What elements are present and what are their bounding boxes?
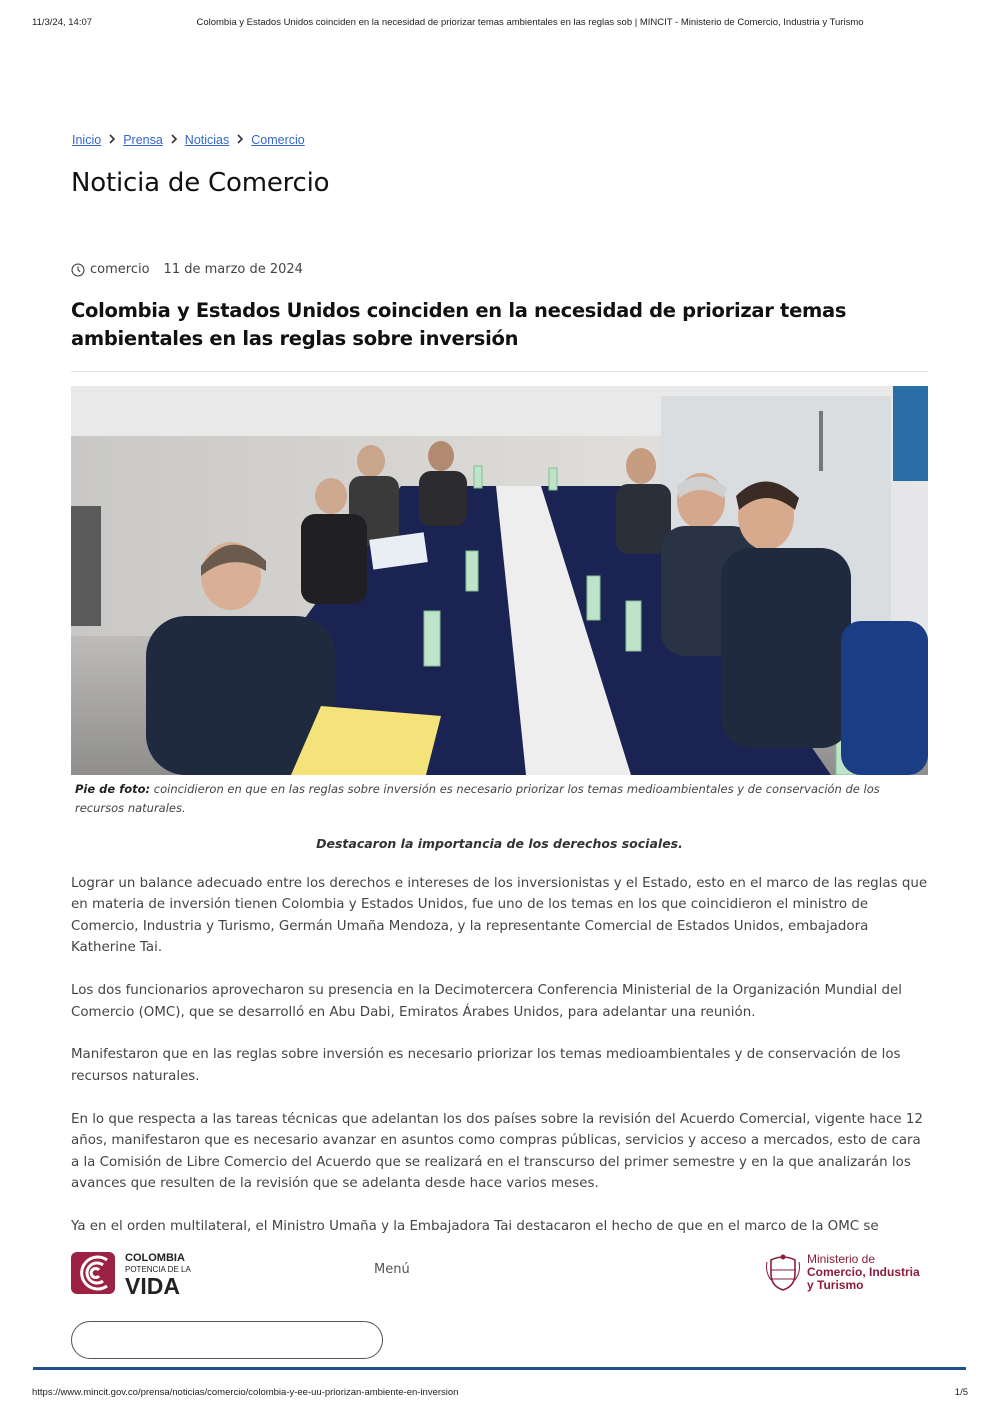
article-photo	[71, 386, 928, 775]
paragraph: Lograr un balance adecuado entre los derechos e intereses de los inversionistas y el Estado, esto en el marco de las reglas que en materia de inversión tienen Colombia y Estados Unidos, fue uno de los temas en los que coincidieron el ministro de Comercio, Industria y Turismo, Germán Umaña Mendoza, y la representante Comercial de Estados Unidos, embajadora Katherine Tai.	[71, 876, 928, 956]
breadcrumb	[72, 133, 305, 147]
article-date: 11 de marzo de 2024	[163, 262, 303, 277]
print-header	[32, 17, 968, 31]
paragraph: Los dos funcionarios aprovecharon su presencia en la Decimotercera Conferencia Ministerial de la Organización Mundial del Comercio (OMC), que se desarrolló en Abu Dabi, Emiratos Árabes Unidos, para adelantar una reunión.	[71, 983, 902, 1020]
article-meta	[71, 262, 303, 277]
logo-line2: POTENCIA DE LA	[125, 1265, 191, 1274]
footer-rule	[33, 1367, 966, 1370]
paragraph: Manifestaron que en las reglas sobre inversión es necesario priorizar los temas medioambientales y de conservación de los recursos naturales.	[71, 1047, 901, 1084]
search-input[interactable]	[71, 1321, 383, 1359]
print-footer	[32, 1387, 968, 1398]
ministerio-logo[interactable]	[765, 1250, 930, 1294]
paragraph: En lo que respecta a las tareas técnicas que adelantan los dos países sobre la revisión del Acuerdo Comercial, vigente hace 12 años, manifestaron que es necesario avanzar en asuntos como compras públicas, servicios y acceso a mercados, esto de cara a la Comisión de Libre Comercio del Acuerdo que se realizará en el transcurso del primer semestre y en la que analizarán los avances que resulten de la revisión que se adelanta desde hace varios meses.	[71, 1111, 923, 1191]
caption-label: Pie de foto:	[75, 782, 151, 796]
logo-line1: COLOMBIA	[125, 1252, 185, 1264]
print-url: https://www.mincit.gov.co/prensa/noticias/comercio/colombia-y-ee-uu-priorizan-ambiente-en-inversion	[32, 1387, 459, 1398]
coat-of-arms-icon	[765, 1252, 801, 1292]
breadcrumb-inicio[interactable]: Inicio	[72, 133, 102, 147]
print-page-number: 1/5	[954, 1387, 968, 1398]
logo-line3: VIDA	[125, 1273, 180, 1296]
ministerio-line1: Ministerio de	[807, 1251, 876, 1266]
breadcrumb-comercio[interactable]: Comercio	[251, 133, 305, 147]
colombia-potencia-logo[interactable]	[71, 1250, 196, 1296]
article-category: comercio	[90, 262, 150, 277]
breadcrumb-noticias[interactable]: Noticias	[184, 133, 230, 147]
article-subhead: Destacaron la importancia de los derechos sociales.	[316, 836, 683, 851]
clock-icon	[71, 263, 85, 277]
photo-caption	[75, 780, 925, 818]
paragraph: Ya en el orden multilateral, el Ministro Umaña y la Embajadora Tai destacaron el hecho de que en el marco de la OMC se	[71, 1218, 879, 1233]
article-headline: Colombia y Estados Unidos coinciden en la necesidad de priorizar temas ambientales en las reglas sobre inversión	[71, 299, 847, 350]
ministerio-line3: y Turismo	[807, 1277, 864, 1292]
page-title: Noticia de Comercio	[71, 168, 330, 198]
article-body	[71, 873, 928, 1233]
chevron-right-icon	[101, 134, 123, 147]
caption-text: coincidieron en que en las reglas sobre inversión es necesario priorizar los temas medioambientales y de conservación de los recursos naturales.	[75, 782, 880, 815]
print-title: Colombia y Estados Unidos coinciden en la necesidad de priorizar temas ambientales en las reglas sob | MINCIT - Ministerio de Comercio, Industria y Turismo	[196, 17, 864, 28]
ministerio-line2: Comercio, Industria	[807, 1264, 920, 1279]
print-timestamp: 11/3/24, 14:07	[32, 17, 93, 28]
breadcrumb-prensa[interactable]: Prensa	[123, 133, 163, 147]
chevron-right-icon	[229, 134, 251, 147]
divider	[71, 371, 928, 372]
chevron-right-icon	[163, 134, 185, 147]
menu-button[interactable]: Menú	[374, 1262, 410, 1277]
